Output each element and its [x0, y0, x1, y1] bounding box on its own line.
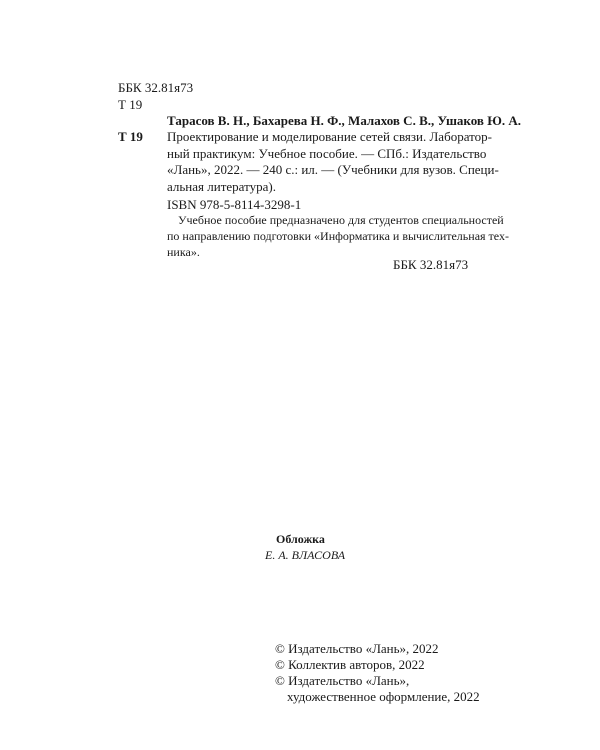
copyright-publisher: © Издательство «Лань», 2022: [275, 641, 439, 656]
cover-label: Обложка: [276, 532, 325, 546]
cover-designer: Е. А. ВЛАСОВА: [265, 548, 346, 562]
description-line-3: «Лань», 2022. — 240 с.: ил. — (Учебники для вузов. Специ-: [167, 162, 499, 177]
annotation-line-2: по направлению подготовки «Информатика и вычислительная тех-: [167, 229, 509, 243]
description-line-4: альная литература).: [167, 179, 276, 194]
bbk-code-right: ББК 32.81я73: [393, 257, 469, 272]
annotation-line-1: Учебное пособие предназначено для студентов специальностей: [178, 213, 504, 227]
description-line-1: Проектирование и моделирование сетей связи. Лаборатор-: [167, 129, 492, 144]
copyright-authors: © Коллектив авторов, 2022: [275, 657, 425, 672]
isbn: ISBN 978-5-8114-3298-1: [167, 197, 302, 212]
author-mark-header: Т 19: [118, 97, 143, 112]
copyright-design-line: художественное оформление, 2022: [287, 689, 480, 704]
bbk-code-header: ББК 32.81я73: [118, 80, 194, 95]
description-line-2: ный практикум: Учебное пособие. — СПб.: Издательство: [167, 146, 487, 161]
copyright-design-publisher: © Издательство «Лань»,: [275, 673, 410, 688]
author-mark: Т 19: [118, 129, 143, 144]
authors-line: Тарасов В. Н., Бахарева Н. Ф., Малахов С. В., Ушаков Ю. А.: [167, 113, 521, 128]
annotation-line-3: ника».: [167, 245, 200, 259]
